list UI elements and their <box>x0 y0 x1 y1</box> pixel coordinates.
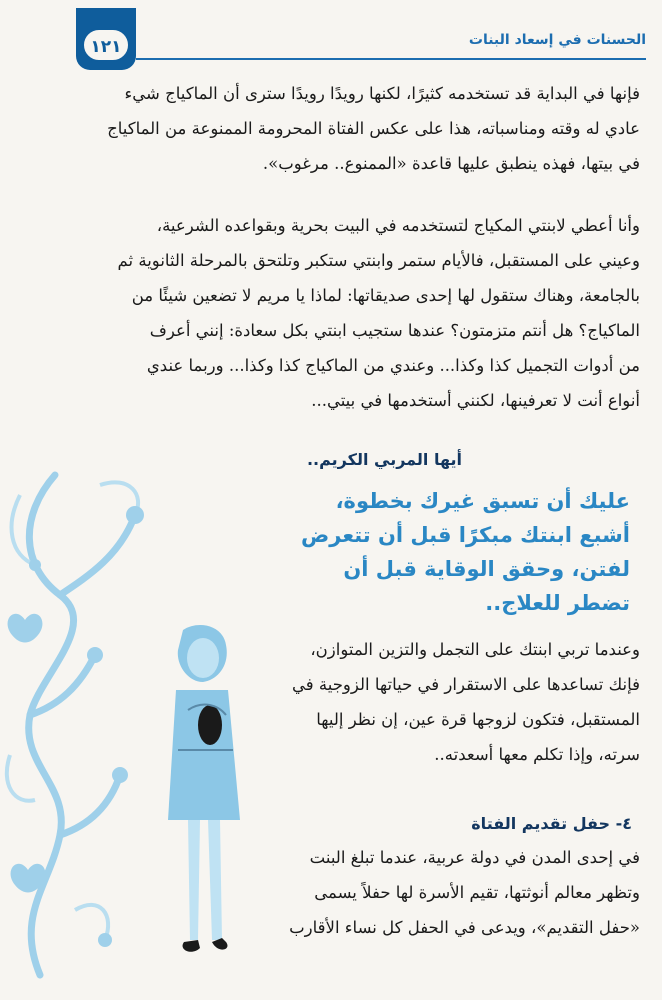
girl-with-mirror-illustration-icon <box>148 620 260 980</box>
text-line: عادي له وقته ومناسباته، هذا على عكس الفتاة المحرومة الممنوعة من الماكياج <box>107 119 640 138</box>
text-line: أنواع أنت لا تعرفينها، لكنني أستخدمها في بيتي... <box>311 391 640 410</box>
text-line: في إحدى المدن في دولة عربية، عندما تبلغ البنت <box>309 848 640 867</box>
paragraph-makeup-usage <box>80 76 640 181</box>
text-line: وأنا أعطي لابنتي المكياج لتستخدمه في البيت بحرية وبقواعده الشرعية، <box>156 216 640 235</box>
text-line: المستقبل، فتكون لزوجها قرة عين، إن نظر إليها <box>316 710 640 729</box>
heading-section-4: ٤- حفل تقديم الفتاة <box>471 814 632 833</box>
paragraph-balanced-adornment <box>260 632 640 772</box>
quote-line: لفتن، وحقق الوقاية قبل أن <box>343 557 630 581</box>
header-rule <box>136 58 646 60</box>
text-line: الماكياج؟ هل أنتم متزمتون؟ عندها ستجيب ابنتي بكل سعادة: إنني أعرف <box>149 321 640 340</box>
floral-vine-ornament-icon <box>0 455 150 1000</box>
text-line: من أدوات التجميل كذا وكذا... وعندي من الماكياج كذا وكذا... وربما عندي <box>146 356 640 375</box>
text-line: «حفل التقديم»، ويدعى في الحفل كل نساء الأقارب <box>289 918 640 937</box>
quote-line: تضطر للعلاج.. <box>485 591 630 615</box>
paragraph-daughter-makeup <box>80 208 640 418</box>
page-number-tab <box>76 8 136 70</box>
text-line: فإنها في البداية قد تستخدمه كثيرًا، لكنها رويدًا رويدًا سترى أن الماكياج شيء <box>124 84 640 103</box>
text-line: وتظهر معالم أنوثتها، تقيم الأسرة لها حفلاً يسمى <box>314 883 640 902</box>
text-line: وعندما تربي ابنتك على التجمل والتزين المتوازن، <box>310 640 640 659</box>
heading-educator: أيها المربي الكريم.. <box>306 450 462 469</box>
text-line: سرته، وإذا تكلم معها أسعدته.. <box>434 745 640 764</box>
page-number: ١٢١ <box>82 28 130 62</box>
text-line: بالجامعة، وهناك ستقول لها إحدى صديقاتها: لماذا يا مريم لا تضعين شيئًا من <box>131 286 640 305</box>
running-title: الحسنات في إسعاد البنات <box>468 32 646 48</box>
quote-line: أشبع ابنتك مبكرًا قبل أن تتعرض <box>301 523 630 547</box>
text-line: فإنك تساعدها على الاستقرار في حياتها الزوجية في <box>292 675 640 694</box>
quote-line: عليك أن تسبق غيرك بخطوة، <box>335 489 630 513</box>
page-header <box>60 8 646 70</box>
text-line: في بيتها، فهذه ينطبق عليها قاعدة «الممنوع.. مرغوب». <box>262 154 640 173</box>
paragraph-presentation-party <box>260 840 640 945</box>
text-line: وعيني على المستقبل، فالأيام ستمر وابنتي ستكبر وتلتحق بالمرحلة الثانوية ثم <box>117 251 640 270</box>
highlight-quote <box>200 484 630 620</box>
